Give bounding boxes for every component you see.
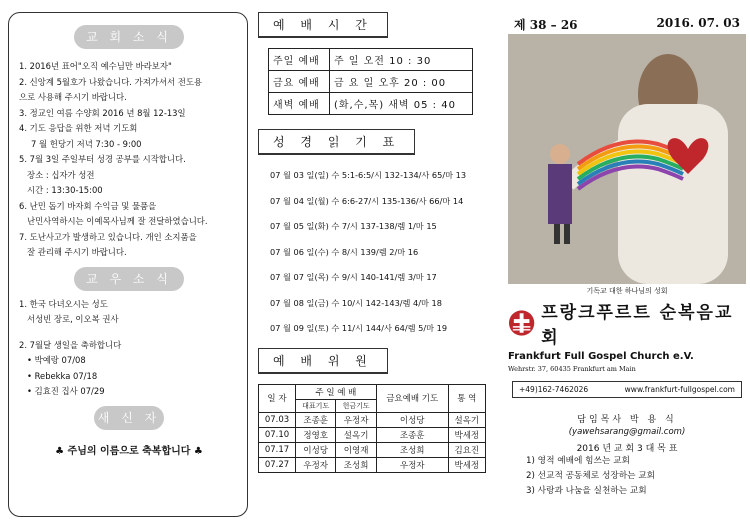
goals-title: 2016 년 교 회 3 대 목 표 <box>576 444 678 454</box>
worship-row <box>269 93 473 115</box>
worship-name: 주일 예배 <box>269 49 330 71</box>
issue-number: 제 38 – 26 <box>514 18 578 32</box>
bible-reading-row: 07 월 05 일(화) 수 7/시 137-138/렘 1/마 15 <box>270 221 437 231</box>
cell: 07.27 <box>259 457 296 472</box>
col-translate: 통 역 <box>448 384 485 412</box>
cell: 이영재 <box>336 442 376 457</box>
worship-heading: 예 배 시 간 <box>258 12 388 38</box>
cell: 우정자 <box>336 412 376 427</box>
logo-row <box>508 298 746 348</box>
news-item: 시간 : 13:30-15:00 <box>27 185 103 195</box>
member-news-item: 1. 한국 다녀오시는 성도 <box>19 298 108 309</box>
bible-reading-row: 07 월 06 일(수) 수 8/시 139/렘 2/마 16 <box>270 246 419 257</box>
news-item: 난민사역하시는 이예목사님께 잘 전달하였습니다. <box>27 216 208 226</box>
goal-item: 1) 영적 예배에 힘쓰는 교회 <box>526 456 630 466</box>
table-row <box>259 412 486 427</box>
birthday-intro: 2. 7월달 생일을 축하합니다 <box>19 339 122 350</box>
bible-reading-row: 07 월 09 일(토) 수 11/시 144/사 64/렘 5/마 19 <box>270 323 448 333</box>
worship-row <box>269 49 473 71</box>
cell: 조성희 <box>376 442 448 457</box>
member-news-list <box>19 297 239 354</box>
cell: 우정자 <box>376 457 448 472</box>
news-item: 잘 관리해 주시기 바랍니다. <box>27 247 127 257</box>
worship-row <box>269 71 473 93</box>
cell: 07.10 <box>259 427 296 442</box>
phone: +49)162-7462026 <box>519 385 589 394</box>
table-row <box>259 457 486 472</box>
news-item: 장소 : 십자가 성전 <box>27 169 95 180</box>
church-news-list <box>19 59 239 261</box>
schedule-panel <box>258 12 498 517</box>
ushers-table <box>258 384 486 473</box>
worship-time: (화,수,목) 새벽 05 : 40 <box>329 93 472 115</box>
cover-illustration <box>508 34 746 284</box>
table-row <box>259 442 486 457</box>
bible-reading-row: 07 월 03 일(일) 수 5:1-6:5/시 132-134/사 65/마 13 <box>270 170 467 180</box>
member-news-heading: 교 우 소 식 <box>74 267 184 291</box>
news-item: 4. 기도 응답을 위한 저녁 기도회 <box>19 123 138 133</box>
church-logo-icon <box>508 309 535 337</box>
worship-time: 금 요 일 오후 20 : 00 <box>329 71 472 93</box>
news-item: 7. 도난사고가 발생하고 있습니다. 개인 소지품을 <box>19 231 197 242</box>
col-date: 일 자 <box>259 384 296 412</box>
church-name: 프랑크푸르트 순복음교회 <box>541 303 734 348</box>
birthday-item: • 김효진 집사 07/29 <box>19 384 239 400</box>
goals-list <box>508 454 746 499</box>
member-news-item: 서성빈 장로, 이오복 권사 <box>27 314 119 324</box>
birthday-list <box>19 353 239 400</box>
col-prayer: 대표기도 <box>295 399 335 412</box>
worship-time: 주 일 오전 10 : 30 <box>329 49 472 71</box>
denomination-tagline: 기독교 대한 하나님의 성회 <box>586 287 668 295</box>
news-item: 5. 7월 3일 주일부터 성경 공부를 시작합니다. <box>19 154 186 164</box>
church-address: Wehrstr. 37, 60435 Frankfurt am Main <box>508 365 636 373</box>
cell: 박세정 <box>448 457 485 472</box>
website-link[interactable]: www.frankfurt-fullgospel.com <box>624 385 735 394</box>
news-item: 2. 신앙계 5월호가 나왔습니다. 가져가셔서 전도용 <box>19 76 203 87</box>
pastor-email[interactable]: (yawehsarang@gmail.com) <box>568 427 686 437</box>
cell: 이성당 <box>376 412 448 427</box>
cell: 조종훈 <box>376 427 448 442</box>
ushers-heading: 예 배 위 원 <box>258 348 388 374</box>
cell: 설옥기 <box>448 412 485 427</box>
worship-name: 새벽 예배 <box>269 93 330 115</box>
bible-reading-list <box>258 163 498 342</box>
news-item: 6. 난민 돕기 바자회 수익금 및 물품을 <box>19 200 157 211</box>
col-friday: 금요예배 기도 <box>376 384 448 412</box>
church-news-panel <box>8 12 248 517</box>
news-item: 1. 2016년 표어"오직 예수님만 바라보자" <box>19 61 172 71</box>
cell: 박세정 <box>448 427 485 442</box>
cell: 우정자 <box>295 457 335 472</box>
cell: 07.03 <box>259 412 296 427</box>
col-sunday: 주 일 예 배 <box>295 384 376 399</box>
cell: 07.17 <box>259 442 296 457</box>
issue-date: 2016. 07. 03 <box>656 16 740 30</box>
goal-item: 3) 사랑과 나눔을 실천하는 교회 <box>526 486 647 496</box>
news-item: 7 월 헌당기 저녁 7:30 - 9:00 <box>31 138 142 149</box>
cell: 김요진 <box>448 442 485 457</box>
bible-reading-row: 07 월 04 일(월) 수 6:6-27/시 135-136/사 66/마 14 <box>270 195 464 206</box>
news-item: 으로 사용해 주시기 바랍니다. <box>19 92 127 102</box>
birthday-item: • Rebekka 07/18 <box>19 369 239 385</box>
goal-item: 2) 선교적 공동체로 성장하는 교회 <box>526 471 656 481</box>
cell: 이성당 <box>295 442 335 457</box>
news-item: 3. 정교인 여름 수양회 2016 년 8월 12-13일 <box>19 107 186 118</box>
bible-heading: 성 경 읽 기 표 <box>258 129 415 155</box>
col-offering: 헌금기도 <box>336 399 376 412</box>
table-row <box>259 427 486 442</box>
closing-blessing: ♣ 주님의 이름으로 축복합니다 ♣ <box>55 445 203 457</box>
cell: 조종훈 <box>295 412 335 427</box>
church-news-heading: 교 회 소 식 <box>74 25 184 49</box>
cell: 설옥기 <box>336 427 376 442</box>
birthday-item: • 박예랑 07/08 <box>19 353 239 369</box>
bible-reading-row: 07 월 07 일(목) 수 9/시 140-141/렘 3/마 17 <box>270 272 437 282</box>
bible-reading-row: 07 월 08 일(금) 수 10/시 142-143/렘 4/마 18 <box>270 297 442 308</box>
new-family-heading: 새 신 자 <box>94 406 164 430</box>
church-name-en: Frankfurt Full Gospel Church e.V. <box>508 351 694 362</box>
cover-panel <box>508 12 746 517</box>
worship-table <box>268 48 473 115</box>
cell: 조성희 <box>336 457 376 472</box>
contact-box <box>512 381 742 398</box>
church-identity <box>508 284 746 499</box>
worship-name: 금요 예배 <box>269 71 330 93</box>
pastor-name: 담임목사 박 용 식 <box>577 415 677 425</box>
cell: 정영호 <box>295 427 335 442</box>
